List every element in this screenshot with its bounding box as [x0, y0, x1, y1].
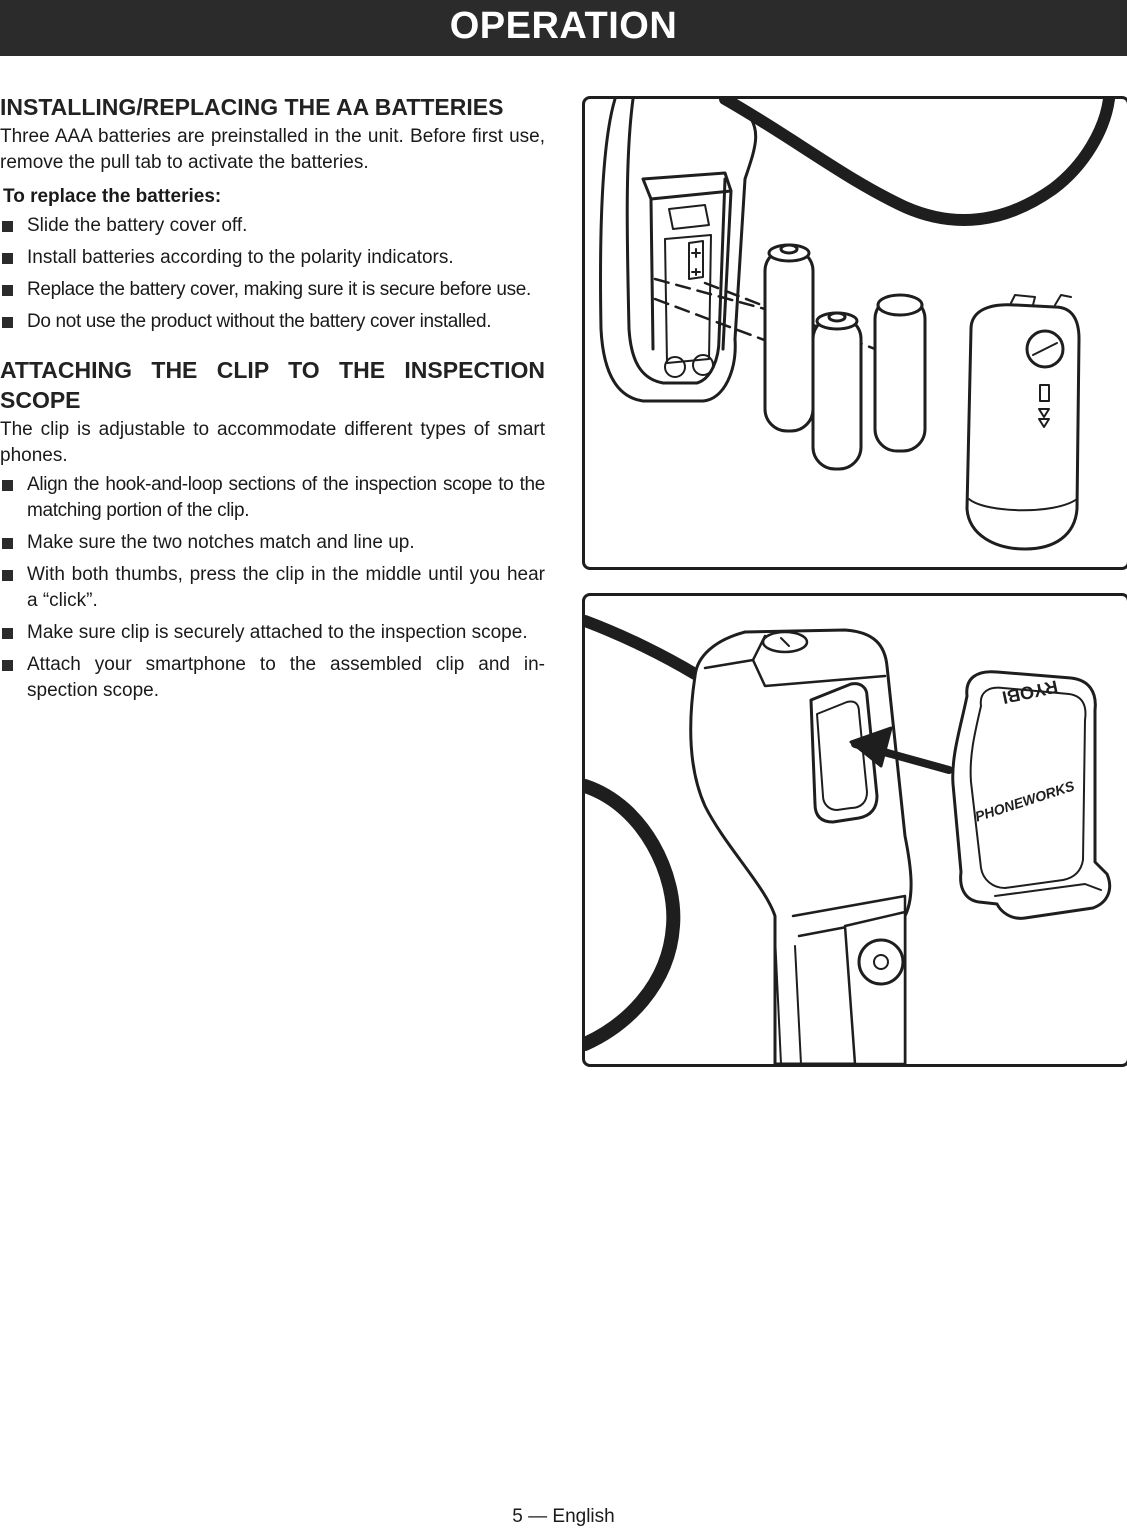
batteries-intro: Three AAA batteries are preinstalled in the unit. Before first use, remove the pull tab to activate the batteries. [0, 126, 545, 173]
battery-installation-figure [582, 96, 1127, 570]
clip-attachment-figure [582, 593, 1127, 1067]
list-item [0, 213, 545, 239]
clip-intro: The clip is adjustable to accommodate different types of smart phones. [0, 419, 545, 466]
clip-illustration [585, 596, 1127, 1064]
clip-heading: ATTACHING THE CLIP TO THE INSPECTION SCOPE [0, 357, 545, 413]
list-item [0, 562, 545, 614]
bullet-square-icon [2, 285, 13, 296]
list-item-text: Slide the battery cover off. [27, 215, 248, 236]
bullet-square-icon [2, 480, 13, 491]
bullet-square-icon [2, 221, 13, 232]
text-column [0, 92, 545, 710]
bullet-square-icon [2, 317, 13, 328]
bullet-square-icon [2, 538, 13, 549]
list-item-text: With both thumbs, press the clip in the middle until you hear a “click”. [27, 564, 545, 611]
bullet-square-icon [2, 628, 13, 639]
page-footer [0, 1504, 1127, 1530]
list-item-text: Attach your smartphone to the assembled clip and in-spection scope. [27, 654, 545, 701]
section-title: OPERATION [449, 5, 678, 47]
list-item-text: Make sure the two notches match and line up. [27, 532, 415, 553]
list-item-text: Do not use the product without the battery cover installed. [27, 311, 492, 332]
list-item-text: Replace the battery cover, making sure it is secure before use. [27, 279, 531, 300]
batteries-heading: INSTALLING/REPLACING THE AA BATTERIES [0, 94, 504, 120]
list-item [0, 472, 545, 524]
page-number-label: 5 — English [512, 1506, 615, 1527]
list-item [0, 277, 545, 303]
list-item-text: Align the hook-and-loop sections of the inspection scope to the matching portion of the clip. [27, 474, 545, 521]
batteries-steps-list [0, 213, 545, 335]
list-item [0, 245, 545, 271]
ryobi-logo: RYOBI [1000, 676, 1060, 708]
list-item-text: Install batteries according to the polarity indicators. [27, 247, 454, 268]
batteries-subheading: To replace the batteries: [3, 186, 222, 207]
bullet-square-icon [2, 660, 13, 671]
battery-illustration [585, 99, 1127, 567]
section-banner [0, 0, 1127, 56]
list-item [0, 620, 545, 646]
clip-steps-list [0, 472, 545, 704]
list-item [0, 309, 545, 335]
phoneworks-logo: PHONEWORKS [973, 777, 1077, 825]
list-item-text: Make sure clip is securely attached to the inspection scope. [27, 622, 528, 643]
list-item [0, 652, 545, 704]
bullet-square-icon [2, 253, 13, 264]
list-item [0, 530, 545, 556]
bullet-square-icon [2, 570, 13, 581]
